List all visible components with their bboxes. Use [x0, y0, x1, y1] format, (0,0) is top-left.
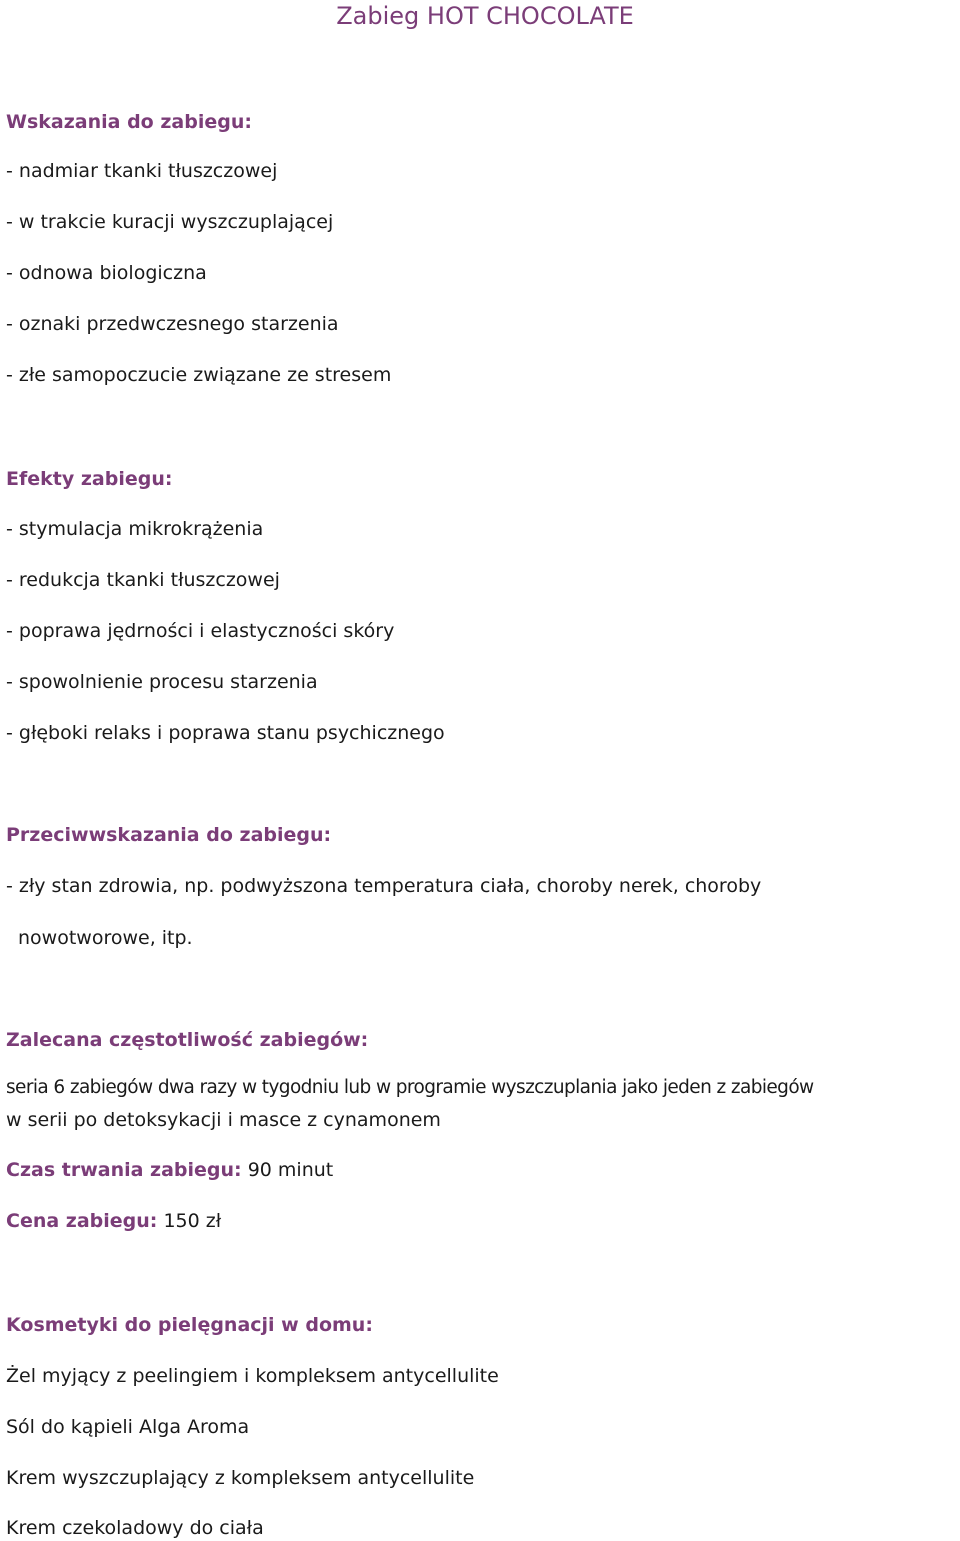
home-care-heading: Kosmetyki do pielęgnacji w domu:	[6, 1314, 373, 1336]
frequency-heading: Zalecana częstotliwość zabiegów:	[6, 1029, 369, 1051]
frequency-text: seria 6 zabiegów dwa razy w tygodniu lub w programie wyszczuplania jako jeden z zabiegów	[6, 1077, 814, 1098]
indication-item: - nadmiar tkanki tłuszczowej	[6, 160, 278, 182]
frequency-text-continued: w serii po detoksykacji i masce z cynamonem	[6, 1109, 441, 1131]
price-row	[6, 1208, 221, 1234]
home-care-item: Żel myjący z peelingiem i kompleksem antycellulite	[6, 1365, 499, 1387]
indication-item: - oznaki przedwczesnego starzenia	[6, 313, 339, 335]
home-care-item: Sól do kąpieli Alga Aroma	[6, 1416, 250, 1438]
price-value: 150 zł	[157, 1210, 222, 1232]
page-title: Zabieg HOT CHOCOLATE	[336, 2, 634, 30]
effect-item: - głęboki relaks i poprawa stanu psychicznego	[6, 722, 445, 744]
price-label: Cena zabiegu:	[6, 1210, 158, 1232]
contraindications-heading: Przeciwwskazania do zabiegu:	[6, 824, 332, 846]
duration-row	[6, 1157, 333, 1183]
indication-item: - złe samopoczucie związane ze stresem	[6, 364, 392, 386]
effect-item: - poprawa jędrności i elastyczności skóry	[6, 620, 395, 642]
effect-item: - spowolnienie procesu starzenia	[6, 671, 318, 693]
effect-item: - stymulacja mikrokrążenia	[6, 518, 264, 540]
effect-item: - redukcja tkanki tłuszczowej	[6, 569, 280, 591]
duration-label: Czas trwania zabiegu:	[6, 1159, 242, 1181]
contraindication-item: - zły stan zdrowia, np. podwyższona temperatura ciała, choroby nerek, choroby	[6, 875, 762, 897]
indications-heading: Wskazania do zabiegu:	[6, 111, 252, 133]
contraindication-item-continued: nowotworowe, itp.	[18, 927, 193, 949]
home-care-item: Krem wyszczuplający z kompleksem antycellulite	[6, 1467, 475, 1489]
effects-heading: Efekty zabiegu:	[6, 468, 173, 490]
duration-value: 90 minut	[241, 1159, 334, 1181]
indication-item: - w trakcie kuracji wyszczuplającej	[6, 211, 334, 233]
indication-item: - odnowa biologiczna	[6, 262, 207, 284]
home-care-item: Krem czekoladowy do ciała	[6, 1517, 264, 1539]
